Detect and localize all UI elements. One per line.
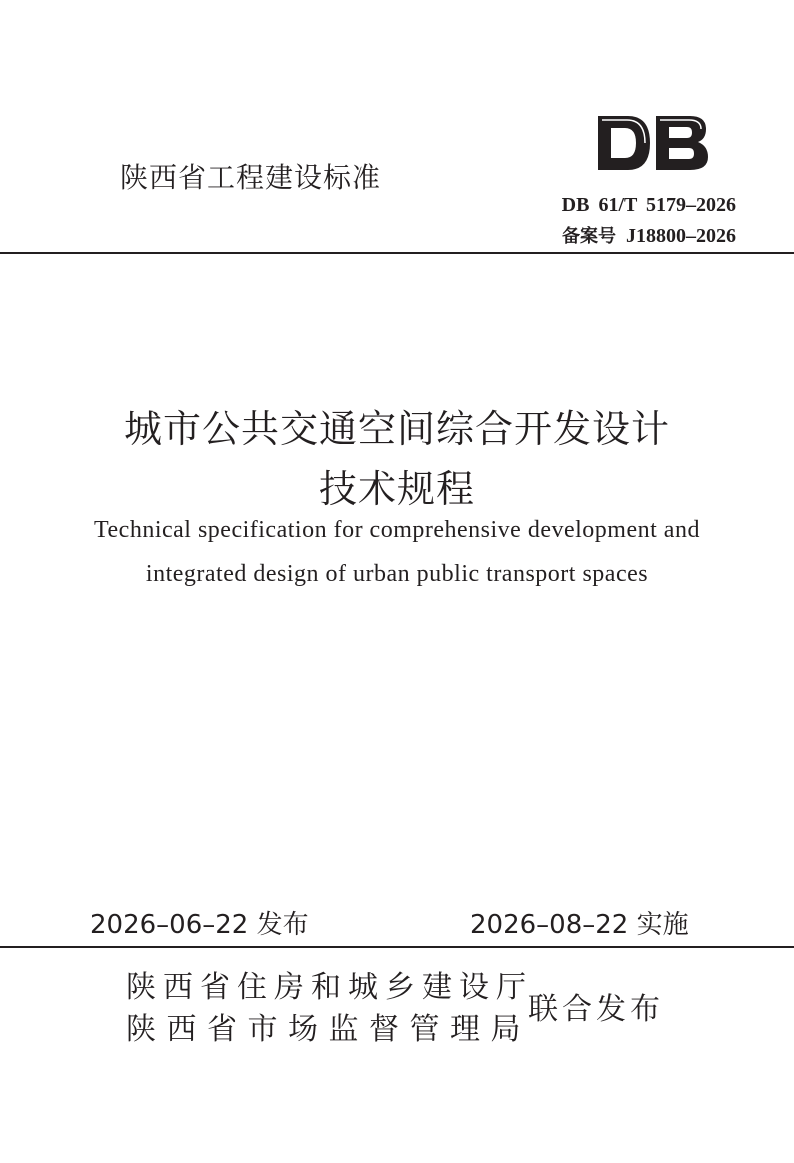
issue-date: 2026–06–22 发布 [90,910,309,940]
standard-code: DB 61/T 5179–2026 [561,194,736,216]
publisher-line1: 陕西省住房和城乡建设厅 [126,970,533,1005]
footer-divider [0,946,794,948]
record-number-line [562,222,736,248]
publisher-line2: 陕西省市场监督管理局 [126,1012,531,1047]
header-divider [0,252,794,254]
title-en-line1: Technical specification for comprehensive development and [94,517,700,543]
joint-issue-label: 联合发布 [528,992,664,1027]
db-logo [594,114,710,172]
standard-series-title: 陕西省工程建设标准 [120,161,382,194]
implement-date: 2026–08–22 实施 [470,910,689,940]
record-label: 备案号 [562,226,616,247]
record-number: J18800–2026 [626,225,736,247]
title-cn-line1: 城市公共交通空间综合开发设计 [123,407,670,451]
title-en-line2: integrated design of urban public transport spaces [145,561,649,587]
title-cn-line2: 技术规程 [318,467,475,511]
db-logo-icon [594,114,710,172]
